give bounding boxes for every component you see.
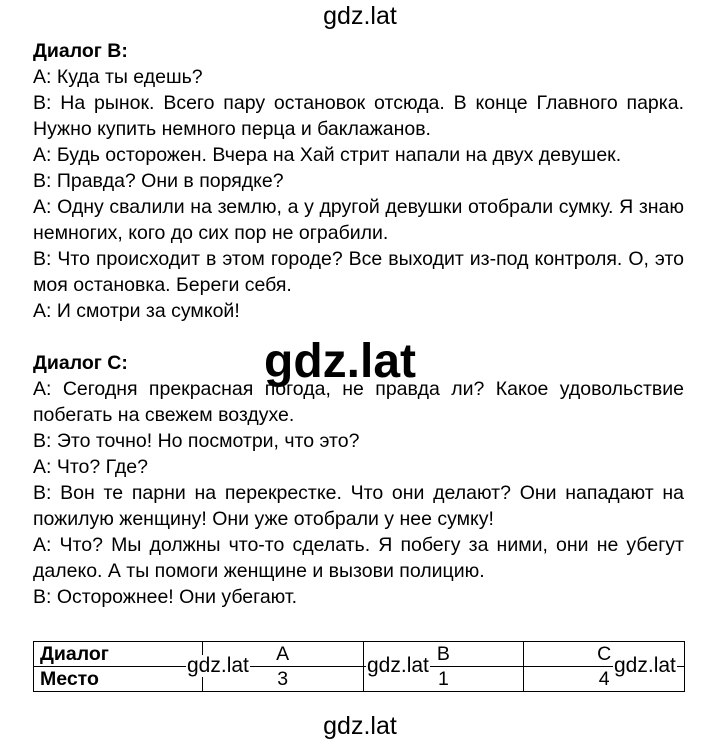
table-cell: 1 — [363, 667, 524, 692]
watermark-top: gdz.lat — [323, 2, 397, 30]
dialog-line: A: Что? Мы должны что-то сделать. Я побегу за ними, они не убегут далеко. А ты помоги женщине и вызови полицию. — [33, 534, 684, 582]
dialog-b-title: Диалог B: — [33, 40, 128, 62]
table-row — [34, 667, 685, 692]
dialog-line: B: Что происходит в этом городе? Все выходит из-под контроля. О, это моя остановка. Береги себя. — [33, 248, 684, 296]
table-cell: C — [524, 642, 685, 667]
table-cell: 4 — [524, 667, 685, 692]
dialog-line: A: Что? Где? — [33, 456, 148, 478]
dialog-c — [33, 350, 684, 610]
watermark-table: gdz.lat — [187, 654, 249, 677]
table-row-label: Место — [34, 667, 203, 692]
table-cell: A — [202, 642, 363, 667]
watermark-table: gdz.lat — [614, 654, 676, 677]
dialog-line: A: Куда ты едешь? — [33, 66, 203, 88]
answer-table — [33, 641, 685, 692]
dialog-line: B: Осторожнее! Они убегают. — [33, 586, 298, 608]
table-row-label: Диалог — [34, 642, 203, 667]
table-cell: 3 — [202, 667, 363, 692]
dialog-line: B: Вон те парни на перекрестке. Что они делают? Они нападают на пожилую женщину! Они уже отобрали у нее сумку! — [33, 482, 684, 530]
dialog-b — [33, 38, 684, 324]
watermark-bottom: gdz.lat — [323, 712, 397, 740]
dialog-line: A: Сегодня прекрасная погода, не правда ли? Какое удовольствие побегать на свежем воздухе. — [33, 378, 684, 426]
table-cell: B — [363, 642, 524, 667]
dialog-line: A: Одну свалили на землю, а у другой девушки отобрали сумку. Я знаю немногих, кого до сих пор не ограбили. — [33, 196, 684, 244]
table-row — [34, 642, 685, 667]
watermark-center: gdz.lat — [264, 335, 416, 388]
dialog-line: A: И смотри за сумкой! — [33, 300, 240, 322]
watermark-table: gdz.lat — [367, 654, 429, 677]
dialog-line: B: На рынок. Всего пару остановок отсюда. В конце Главного парка. Нужно купить немного перца и баклажанов. — [33, 92, 684, 140]
dialog-line: B: Правда? Они в порядке? — [33, 170, 284, 192]
dialog-line: B: Это точно! Но посмотри, что это? — [33, 430, 360, 452]
dialog-c-title: Диалог C: — [33, 352, 128, 374]
dialog-line: A: Будь осторожен. Вчера на Хай стрит напали на двух девушек. — [33, 144, 622, 166]
